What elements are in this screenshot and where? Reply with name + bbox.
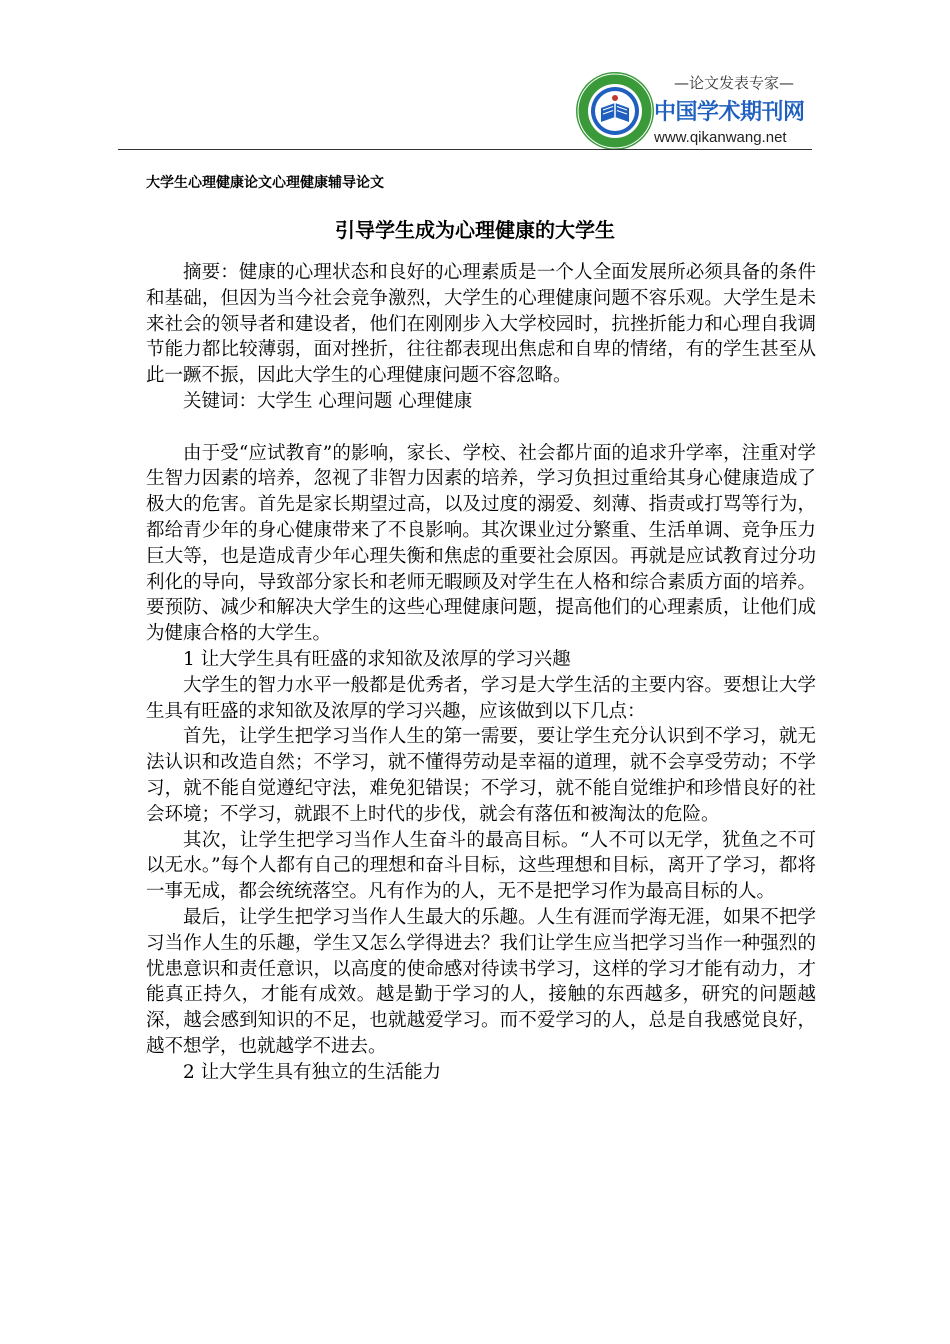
- body-paragraph: 其次，让学生把学习当作人生奋斗的最高目标。“人不可以无学，犹鱼之不可以无水。”每个人都有自己的理想和奋斗目标，这些理想和目标，离开了学习，都将一事无成，都会统统落空。凡有作为的人，无不是把学习作为最高目标的人。: [146, 829, 816, 903]
- subject-line: 大学生心理健康论文心理健康辅导论文: [146, 175, 384, 191]
- document-title: 引导学生成为心理健康的大学生: [335, 218, 615, 242]
- logo-url[interactable]: www.qikanwang.net: [654, 129, 787, 146]
- body-paragraph: 大学生的智力水平一般都是优秀者，学习是大学生活的主要内容。要想让大学生具有旺盛的求知欲及浓厚的学习兴趣，应该做到以下几点：: [146, 674, 816, 722]
- site-logo[interactable]: [574, 70, 814, 150]
- body-paragraph: 由于受“应试教育”的影响，家长、学校、社会都片面的追求升学率，注重对学生智力因素的培养，忽视了非智力因素的培养，学习负担过重给其身心健康造成了极大的危害。首先是家长期望过高，以及过度的溺爱、刻薄、指责或打骂等行为，都给青少年的身心健康带来了不良影响。其次课业过分繁重、生活单调、竞争压力巨大等，也是造成青少年心理失衡和焦虑的重要社会原因。再就是应试教育过分功利化的导向，导致部分家长和老师无暇顾及对学生在人格和综合素质方面的培养。要预防、减少和解决大学生的这些心理健康问题，提高他们的心理素质，让他们成为健康合格的大学生。: [146, 442, 816, 645]
- keywords-paragraph: 关键词：大学生 心理问题 心理健康: [183, 390, 473, 412]
- document-body: [146, 260, 816, 1086]
- logo-site-name: 中国学术期刊网: [654, 100, 805, 125]
- blank-line: [146, 415, 816, 441]
- body-paragraph: 首先，让学生把学习当作人生的第一需要，要让学生充分认识到不学习，就无法认识和改造自然；不学习，就不懂得劳动是幸福的道理，就不会享受劳动；不学习，就不能自觉遵纪守法，难免犯错误；不学习，就不能自觉维护和珍惜良好的社会环境；不学习，就跟不上时代的步伐，就会有落伍和被淘汰的危险。: [146, 726, 816, 825]
- logo-text-block: [654, 72, 814, 146]
- seal-icon: [574, 70, 656, 152]
- abstract-paragraph: 摘要：健康的心理状态和良好的心理素质是一个人全面发展所必须具备的条件和基础，但因为当今社会竞争激烈，大学生的心理健康问题不容乐观。大学生是未来社会的领导者和建设者，他们在刚刚步入大学校园时，抗挫折能力和心理自我调节能力都比较薄弱，面对挫折，往往都表现出焦虑和自卑的情绪，有的学生甚至从此一蹶不振，因此大学生的心理健康问题不容忽略。: [146, 262, 816, 387]
- logo-slogan: —论文发表专家—: [673, 74, 794, 92]
- header-divider: [118, 149, 812, 150]
- section-heading-2: 2 让大学生具有独立的生活能力: [183, 1061, 442, 1083]
- body-paragraph: 最后，让学生把学习当作人生最大的乐趣。人生有涯而学海无涯，如果不把学习当作人生的乐趣，学生又怎么学得进去？我们让学生应当把学习当作一种强烈的忧患意识和责任意识，以高度的使命感对待读书学习，这样的学习才能有动力，才能真正持久，才能有成效。越是勤于学习的人，接触的东西越多，研究的问题越深，越会感到知识的不足，也就越爱学习。而不爱学习的人，总是自我感觉良好，越不想学，也就越学不进去。: [146, 906, 816, 1057]
- section-heading-1: 1 让大学生具有旺盛的求知欲及浓厚的学习兴趣: [183, 648, 571, 670]
